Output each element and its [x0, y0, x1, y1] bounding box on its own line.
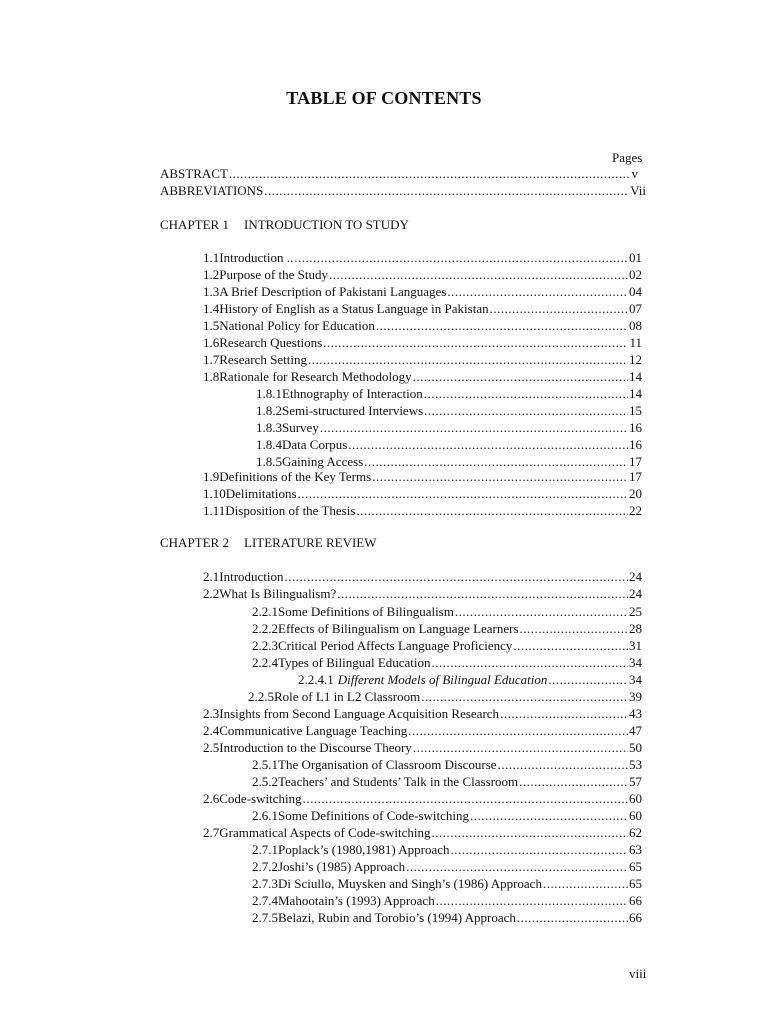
leader-dots [229, 166, 631, 182]
toc-entry-label: Poplack’s (1980,1981) Approach [278, 842, 450, 857]
toc-entry-page: 31 [629, 638, 642, 653]
leader-dots [424, 386, 628, 402]
toc-entry-label: Role of L1 in L2 Classroom [274, 689, 421, 704]
toc-entry-number: 2.7.4 [252, 893, 278, 908]
toc-entry-label: History of English as a Status Language in Pakistan [219, 301, 489, 316]
toc-entry[interactable] [252, 859, 642, 875]
toc-entry-label: The Organisation of Classroom Discourse [278, 757, 497, 772]
toc-entry-label: Definitions of the Key Terms [219, 469, 372, 484]
toc-entry-number: 2.5 [203, 740, 220, 755]
leader-dots [455, 604, 628, 620]
toc-entry-label: Introduction [219, 569, 284, 584]
toc-entry-label: Joshi’s (1985) Approach [278, 859, 406, 874]
toc-entry-page: 65 [629, 859, 642, 874]
toc-entry-page: 66 [629, 910, 642, 925]
toc-entry-page: 60 [629, 808, 642, 823]
toc-entry-label: Ethnography of Interaction [282, 386, 423, 401]
page-number: viii [629, 966, 647, 981]
toc-entry-page: 60 [629, 791, 642, 806]
toc-entry-page: 25 [629, 604, 642, 619]
leader-dots [520, 621, 628, 637]
toc-entry[interactable] [203, 301, 642, 317]
pages-column-header: Pages [612, 150, 643, 165]
toc-entry-page: 24 [629, 586, 642, 601]
toc-entry-label: Grammatical Aspects of Code-switching [219, 825, 431, 840]
toc-entry-number: 1.4 [203, 301, 220, 316]
toc-entry-number: 1.5 [203, 318, 220, 333]
toc-entry[interactable] [252, 842, 642, 858]
toc-entry[interactable] [248, 689, 642, 705]
toc-entry-page: 65 [629, 876, 642, 891]
leader-dots [356, 503, 628, 519]
toc-entry-label: National Policy for Education [219, 318, 375, 333]
toc-entry[interactable] [203, 352, 642, 368]
toc-entry[interactable] [298, 672, 642, 688]
toc-entry[interactable] [203, 586, 642, 602]
toc-entry-label: Some Definitions of Bilingualism [278, 604, 454, 619]
toc-entry[interactable] [203, 791, 642, 807]
leader-dots [320, 420, 628, 436]
toc-entry-page: 24 [629, 569, 642, 584]
toc-entry-label: Introduction .. [219, 250, 294, 265]
toc-entry[interactable] [256, 386, 642, 402]
toc-entry-number: 2.2.3 [252, 638, 278, 653]
toc-entry-page: 63 [629, 842, 642, 857]
chapter-heading[interactable] [160, 217, 409, 233]
toc-entry-number: 2.6.1 [252, 808, 278, 823]
toc-entry-page: 16 [629, 437, 642, 452]
toc-entry-label: Delimitations [225, 486, 297, 501]
leader-dots [413, 740, 628, 756]
toc-entry[interactable] [252, 655, 642, 671]
toc-entry-page: 17 [629, 454, 642, 469]
toc-entry[interactable] [252, 757, 642, 773]
toc-entry-label: Di Sciullo, Muysken and Singh’s (1986) Approach [278, 876, 542, 891]
leader-dots [432, 655, 628, 671]
toc-entry-number: 1.2 [203, 267, 220, 282]
toc-entry-page: 34 [629, 672, 642, 687]
leader-dots [364, 454, 628, 470]
leader-dots [303, 791, 628, 807]
toc-entry-page: Vii [630, 183, 646, 198]
toc-entry-page: 11 [629, 335, 642, 350]
toc-entry[interactable] [203, 825, 642, 841]
toc-entry-label: What Is Bilingualism? [219, 586, 337, 601]
toc-entry[interactable] [203, 723, 642, 739]
toc-entry[interactable] [256, 437, 642, 453]
toc-entry-label: Critical Period Affects Language Proficiency [278, 638, 513, 653]
toc-entry-page: 16 [629, 420, 642, 435]
toc-entry-number: 2.7.5 [252, 910, 278, 925]
toc-entry-label: Different Models of Bilingual Education [337, 672, 548, 687]
toc-entry[interactable] [203, 740, 642, 756]
toc-entry-number: 2.1 [203, 569, 220, 584]
toc-entry-number: 1.8.5 [256, 454, 282, 469]
toc-entry-number: 1.8.2 [256, 403, 282, 418]
toc-entry-label: A Brief Description of Pakistani Languages [219, 284, 447, 299]
toc-entry-label: Code-switching [219, 791, 302, 806]
leader-dots [498, 757, 628, 773]
leader-dots [513, 638, 628, 654]
toc-entry-label: Insights from Second Language Acquisition Research [219, 706, 500, 721]
toc-entry-page: 14 [629, 386, 642, 401]
toc-entry[interactable] [203, 503, 642, 519]
toc-entry-number: 1.8 [203, 369, 220, 384]
toc-entry[interactable] [203, 267, 642, 283]
leader-dots [431, 825, 628, 841]
toc-entry-page: 62 [629, 825, 642, 840]
toc-entry[interactable] [256, 403, 642, 419]
toc-entry-number: 2.6 [203, 791, 220, 806]
toc-entry[interactable] [203, 318, 642, 334]
toc-entry-label: Communicative Language Teaching [219, 723, 408, 738]
toc-entry-number: 2.5.1 [252, 757, 278, 772]
toc-entry-page: 04 [629, 284, 642, 299]
toc-entry-page: 53 [629, 757, 642, 772]
toc-entry[interactable] [203, 250, 642, 266]
toc-entry[interactable] [256, 420, 642, 436]
toc-entry-page: 07 [629, 301, 642, 316]
toc-entry-number: 1.8.4 [256, 437, 282, 452]
leader-dots [548, 672, 628, 688]
toc-entry[interactable] [203, 284, 642, 300]
toc-entry-number: 2.2.4.1 [298, 672, 334, 687]
toc-entry-label: Types of Bilingual Education [278, 655, 431, 670]
toc-entry-number: 2.7.2 [252, 859, 278, 874]
toc-entry[interactable] [203, 569, 642, 585]
toc-entry-page: 22 [629, 503, 642, 518]
leader-dots [376, 318, 628, 334]
toc-entry[interactable] [256, 454, 642, 470]
leader-dots [372, 469, 628, 485]
toc-entry-number: 1.10 [203, 486, 226, 501]
toc-entry-number: 2.2 [203, 586, 220, 601]
toc-entry-page: 47 [629, 723, 642, 738]
toc-entry-abstract[interactable] [160, 166, 638, 182]
leader-dots [490, 301, 628, 317]
toc-entry-number: 2.2.1 [252, 604, 278, 619]
toc-entry-number: 2.2.4 [252, 655, 278, 670]
toc-entry[interactable] [252, 638, 642, 654]
toc-entry[interactable] [252, 774, 642, 790]
toc-entry[interactable] [203, 486, 642, 502]
chapter-number: CHAPTER 2 [160, 535, 229, 550]
toc-entry[interactable] [252, 893, 642, 909]
toc-entry-label: Teachers’ and Students’ Talk in the Classroom [278, 774, 519, 789]
toc-entry-label: Research Questions [219, 335, 323, 350]
toc-entry[interactable] [252, 808, 642, 824]
toc-entry[interactable] [252, 621, 642, 637]
toc-entry-number: 1.7 [203, 352, 220, 367]
leader-dots [447, 284, 628, 300]
toc-entry-number: 2.7 [203, 825, 220, 840]
leader-dots [436, 893, 628, 909]
toc-entry-label: Introduction to the Discourse Theory [219, 740, 412, 755]
toc-entry-label: Disposition of the Thesis [225, 503, 356, 518]
toc-entry-number: 2.3 [203, 706, 220, 721]
leader-dots [348, 437, 628, 453]
toc-entry-number: 2.2.5 [248, 689, 274, 704]
toc-entry-label: ABSTRACT [160, 166, 228, 181]
toc-entry-number: 1.8.1 [256, 386, 282, 401]
leader-dots [337, 586, 628, 602]
toc-entry-number: 2.7.3 [252, 876, 278, 891]
toc-entry-page: 01 [629, 250, 642, 265]
toc-entry-page: 34 [629, 655, 642, 670]
toc-entry-label: Purpose of the Study [219, 267, 328, 282]
leader-dots [285, 569, 628, 585]
leader-dots [264, 183, 629, 199]
toc-entry[interactable] [203, 335, 642, 351]
toc-entry-number: 1.6 [203, 335, 220, 350]
toc-entry-page: 57 [629, 774, 642, 789]
toc-entry-page: 39 [629, 689, 642, 704]
leader-dots [329, 267, 628, 283]
leader-dots [294, 250, 628, 266]
toc-entry-label: Research Setting [219, 352, 307, 367]
leader-dots [543, 876, 628, 892]
page-title: TABLE OF CONTENTS [286, 88, 482, 108]
toc-entry-number: 2.2.2 [252, 621, 278, 636]
toc-entry[interactable] [203, 369, 642, 385]
leader-dots [323, 335, 628, 351]
chapter-title: INTRODUCTION TO STUDY [244, 217, 409, 232]
toc-entry-page: 15 [629, 403, 642, 418]
toc-entry[interactable] [252, 910, 642, 926]
toc-entry[interactable] [203, 706, 642, 722]
leader-dots [424, 403, 628, 419]
toc-entry-page: 28 [629, 621, 642, 636]
toc-entry-label: Survey [282, 420, 319, 435]
toc-entry-page: 66 [629, 893, 642, 908]
leader-dots [470, 808, 628, 824]
leader-dots [308, 352, 628, 368]
toc-entry-number: 2.5.2 [252, 774, 278, 789]
leader-dots [298, 486, 628, 502]
toc-entry-page: v [631, 166, 638, 181]
toc-entry-number: 1.3 [203, 284, 220, 299]
toc-entry-number: 1.1 [203, 250, 220, 265]
leader-dots [408, 723, 628, 739]
chapter-heading[interactable] [160, 535, 377, 551]
toc-entry-label: Data Corpus [282, 437, 348, 452]
leader-dots [519, 774, 628, 790]
toc-entry-page: 17 [629, 469, 642, 484]
toc-entry-label: Mahootain’s (1993) Approach [278, 893, 435, 908]
toc-entry-label: Rationale for Research Methodology [219, 369, 412, 384]
toc-entry-label: Semi-structured Interviews [282, 403, 424, 418]
toc-entry-page: 12 [629, 352, 642, 367]
toc-entry-number: 2.7.1 [252, 842, 278, 857]
toc-entry-label: Some Definitions of Code-switching [278, 808, 470, 823]
toc-entry[interactable] [252, 604, 642, 620]
toc-entry[interactable] [252, 876, 642, 892]
leader-dots [517, 910, 628, 926]
leader-dots [413, 369, 628, 385]
toc-entry-label: Belazi, Rubin and Torobio’s (1994) Approach [278, 910, 516, 925]
chapter-title: LITERATURE REVIEW [244, 535, 377, 550]
leader-dots [406, 859, 628, 875]
toc-entry-number: 1.8.3 [256, 420, 282, 435]
toc-entry-label: ABBREVIATIONS [160, 183, 264, 198]
toc-entry-number: 1.9 [203, 469, 220, 484]
toc-entry-page: 50 [629, 740, 642, 755]
toc-entry-page: 02 [629, 267, 642, 282]
toc-entry-abbreviations[interactable] [160, 183, 646, 199]
toc-entry-page: 43 [629, 706, 642, 721]
leader-dots [500, 706, 628, 722]
leader-dots [421, 689, 628, 705]
toc-entry[interactable] [203, 469, 642, 485]
toc-entry-number: 2.4 [203, 723, 220, 738]
chapter-number: CHAPTER 1 [160, 217, 229, 232]
toc-entry-page: 20 [629, 486, 642, 501]
leader-dots [451, 842, 628, 858]
toc-entry-label: Gaining Access [282, 454, 364, 469]
toc-entry-page: 14 [629, 369, 642, 384]
toc-entry-number: 1.11 [203, 503, 226, 518]
toc-entry-page: 08 [629, 318, 642, 333]
toc-entry-label: Effects of Bilingualism on Language Learners [278, 621, 519, 636]
